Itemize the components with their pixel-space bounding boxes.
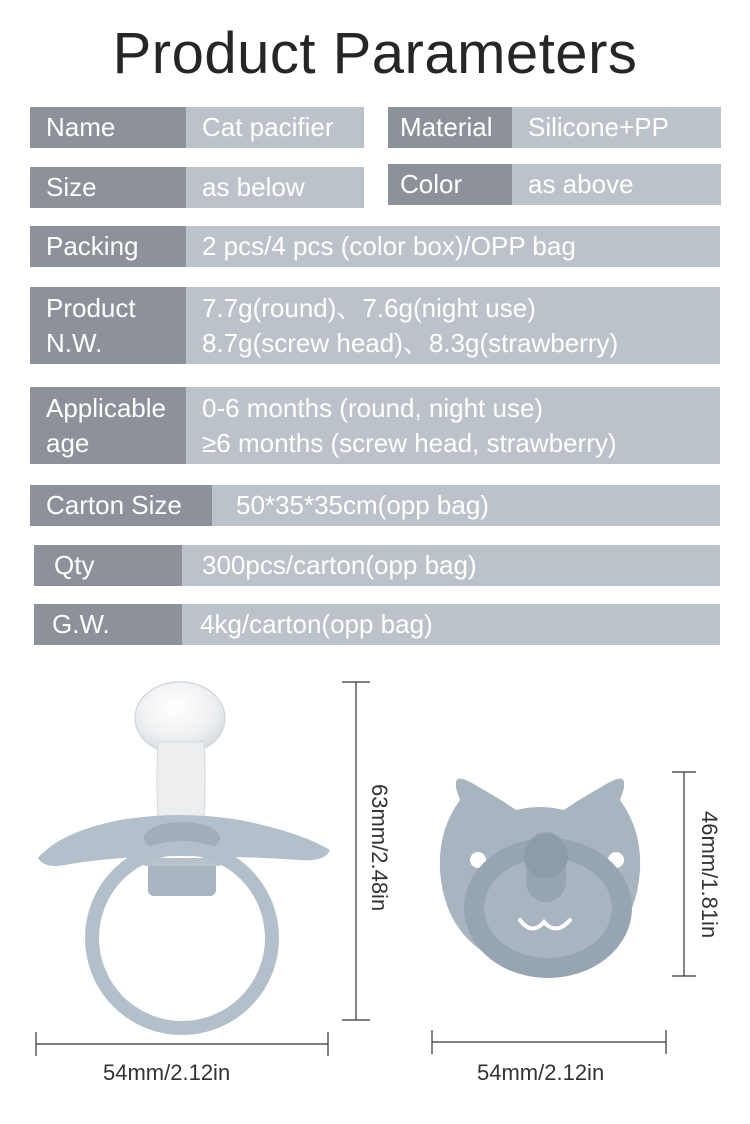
packing-label: Packing bbox=[30, 226, 186, 267]
color-label: Color bbox=[388, 164, 512, 205]
qty-label: Qty bbox=[34, 545, 182, 586]
carton-label: Carton Size bbox=[30, 485, 212, 526]
right-height-label: 46mm/1.81in bbox=[697, 811, 722, 939]
name-value: Cat pacifier bbox=[186, 107, 364, 148]
round-pacifier-image bbox=[0, 660, 380, 1040]
gw-value: 4kg/carton(opp bag) bbox=[182, 604, 720, 645]
name-label: Name bbox=[30, 107, 186, 148]
nw-label-line2: N.W. bbox=[46, 327, 103, 358]
material-label: Material bbox=[388, 107, 512, 148]
nw-label-line1: Product bbox=[46, 292, 136, 323]
right-width-label: 54mm/2.12in bbox=[477, 1060, 605, 1085]
nw-value-line2: 8.7g(screw head)、8.3g(strawberry) bbox=[202, 327, 619, 358]
nw-value-line1: 7.7g(round)、7.6g(night use) bbox=[202, 292, 536, 323]
size-label: Size bbox=[30, 167, 186, 208]
age-value bbox=[186, 387, 720, 464]
cat-pacifier-image bbox=[420, 760, 660, 990]
age-label-line1: Applicable bbox=[46, 392, 166, 423]
gw-label: G.W. bbox=[34, 604, 182, 645]
color-value: as above bbox=[512, 164, 721, 205]
page-title: Product Parameters bbox=[112, 21, 638, 86]
carton-value: 50*35*35cm(opp bag) bbox=[212, 485, 720, 526]
age-value-line2: ≥6 months (screw head, strawberry) bbox=[202, 427, 617, 458]
right-width-dimension-line bbox=[430, 1028, 670, 1056]
age-label-line2: age bbox=[46, 427, 90, 458]
age-label bbox=[30, 387, 186, 464]
left-width-label: 54mm/2.12in bbox=[103, 1060, 231, 1085]
size-value: as below bbox=[186, 167, 364, 208]
nw-label bbox=[30, 287, 186, 364]
material-value: Silicone+PP bbox=[512, 107, 721, 148]
nw-value bbox=[186, 287, 720, 364]
age-value-line1: 0-6 months (round, night use) bbox=[202, 392, 544, 423]
left-width-dimension-line bbox=[34, 1030, 332, 1058]
qty-value: 300pcs/carton(opp bag) bbox=[182, 545, 720, 586]
packing-value: 2 pcs/4 pcs (color box)/OPP bag bbox=[186, 226, 720, 267]
left-height-label: 63mm/2.48in bbox=[367, 784, 392, 912]
